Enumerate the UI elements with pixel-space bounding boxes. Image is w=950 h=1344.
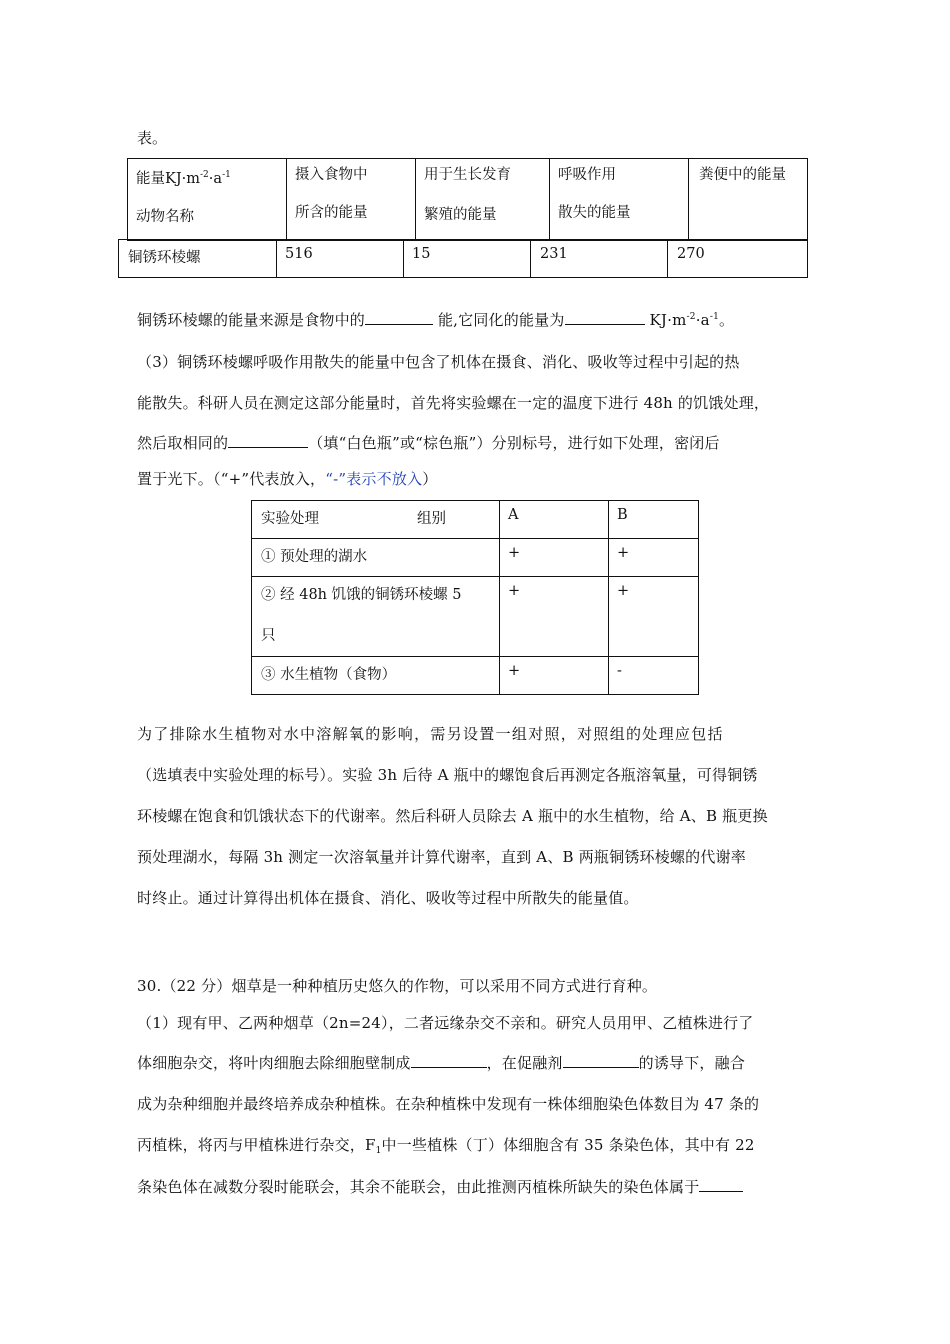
- q30-line-2: 体细胞杂交，将叶肉细胞去除细胞壁制成 ，在促融剂 的诱导下，融合: [137, 1054, 746, 1072]
- answer-blank-protoplast[interactable]: [411, 1053, 487, 1068]
- q30-title: 30.（22 分）烟草是一种种植历史悠久的作物，可以采用不同方式进行育种。: [137, 977, 658, 995]
- q30-line-1: （1）现有甲、乙两种烟草（2n=24），二者远缘杂交不亲和。研究人员用甲、乙植株进行了: [137, 1014, 754, 1032]
- energy-table-row: [118, 239, 808, 278]
- exp-row-b: +: [609, 539, 699, 577]
- energy-table-header: [127, 158, 808, 241]
- exp-row-label: ① 预处理的湖水: [252, 539, 500, 577]
- energy-header-cell-respiration: 呼吸作用 散失的能量: [550, 159, 689, 241]
- energy-header-cell-intake: 摄入食物中 所含的能量: [287, 159, 416, 241]
- exp-row-a: +: [500, 657, 609, 695]
- energy-header-cell-feces: 粪便中的能量: [689, 159, 808, 241]
- q3-line-4: 置于光下。（“+”代表放入，“-”表示不放入）: [137, 470, 438, 488]
- intro-text: 表。: [137, 129, 168, 147]
- para2-line-5: 时终止。通过计算得出机体在摄食、消化、吸收等过程中所散失的能量值。: [137, 889, 639, 907]
- exp-row-a: +: [500, 577, 609, 657]
- exp-header-b: B: [609, 501, 699, 539]
- exp-row-label: ③ 水生植物（食物）: [252, 657, 500, 695]
- energy-cell-intake: 516: [277, 240, 404, 278]
- table-row: [252, 657, 699, 695]
- exp-row-a: +: [500, 539, 609, 577]
- para2-line-4: 预处理湖水，每隔 3h 测定一次溶氧量并计算代谢率，直到 A、B 两瓶铜锈环棱螺的代谢率: [137, 848, 746, 866]
- exp-row-label: ② 经 48h 饥饿的铜锈环棱螺 5 只: [252, 577, 500, 657]
- energy-header-cell-unit: 能量$KJ\cdot m^{-2}\cdot a^{-1}$ 动物名称: [128, 159, 287, 241]
- energy-cell-growth: 15: [404, 240, 531, 278]
- para2-line-2: （选填表中实验处理的标号）。实验 3h 后待 A 瓶中的螺饱食后再测定各瓶溶氧量，可得铜锈: [137, 766, 758, 784]
- q3-line-1: （3）铜锈环棱螺呼吸作用散失的能量中包含了机体在摄食、消化、吸收等过程中引起的热: [137, 353, 740, 371]
- answer-blank-bottle[interactable]: [228, 433, 308, 448]
- energy-question-line: 铜锈环棱螺的能量来源是食物中的 能,它同化的能量为 $KJ\cdot m^{-2}\cdot a^{-1}$。: [137, 311, 735, 329]
- q30-line-5: 条染色体在减数分裂时能联会，其余不能联会，由此推测丙植株所缺失的染色体属于: [137, 1176, 743, 1197]
- energy-cell-animal: 铜锈环棱螺: [119, 240, 277, 278]
- q3-line-3: 然后取相同的 （填“白色瓶”或“棕色瓶”）分别标号，进行如下处理，密闭后: [137, 434, 720, 452]
- exp-row-b: -: [609, 657, 699, 695]
- exp-row-b: +: [609, 577, 699, 657]
- energy-header-cell-growth: 用于生长发育 繁殖的能量: [416, 159, 550, 241]
- answer-blank-energy-source[interactable]: [365, 310, 433, 325]
- table-row: [252, 577, 699, 657]
- q3-line-2: 能散失。科研人员在测定这部分能量时，首先将实验螺在一定的温度下进行 48h 的饥饿处理，: [137, 394, 770, 412]
- exp-header-treatment: 实验处理 组别: [252, 501, 500, 539]
- table-row: [252, 539, 699, 577]
- exp-header-a: A: [500, 501, 609, 539]
- experiment-table: [251, 500, 699, 695]
- answer-blank-assimilated[interactable]: [565, 310, 645, 325]
- q30-line-3: 成为杂种细胞并最终培养成杂种植株。在杂种植株中发现有一株体细胞染色体数目为 47 条的: [137, 1095, 760, 1113]
- energy-cell-respiration: 231: [531, 240, 668, 278]
- para2-line-1: 为了排除水生植物对水中溶解氧的影响，需另设置一组对照，对照组的处理应包括: [137, 725, 724, 743]
- answer-blank-chromosome[interactable]: [699, 1177, 743, 1192]
- answer-blank-fusion-agent[interactable]: [563, 1053, 639, 1068]
- para2-line-3: 环棱螺在饱食和饥饿状态下的代谢率。然后科研人员除去 A 瓶中的水生植物，给 A、B 瓶更换: [137, 807, 768, 825]
- energy-cell-feces: 270: [668, 240, 808, 278]
- q30-line-4: 丙植株，将丙与甲植株进行杂交，$F_1$中一些植株（丁）体细胞含有 35 条染色体，其中有 22: [137, 1136, 755, 1156]
